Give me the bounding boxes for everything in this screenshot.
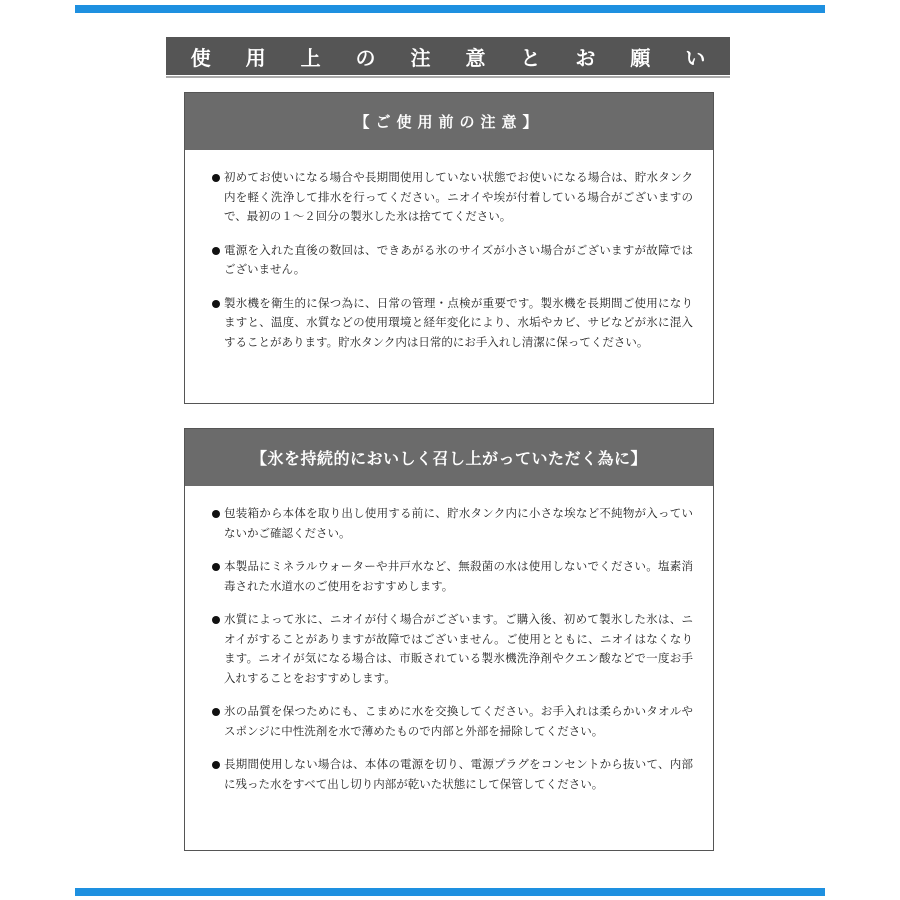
- note-text: 製氷機を衛生的に保つ為に、日常の管理・点検が重要です。製氷機を長期間ご使用になりますと、温度、水質などの使用環境と経年変化により、水垢やカビ、サビなどが氷に混入することがあります。貯水タンク内は日常的にお手入れし清潔に保ってください。: [224, 295, 693, 349]
- bullet-icon: [212, 174, 220, 182]
- note-text: 電源を入れた直後の数回は、できあがる氷のサイズが小さい場合がございますが故障ではございません。: [224, 242, 693, 276]
- section-heading: 【ご使用前の注意】: [354, 113, 544, 131]
- note-text: 初めてお使いになる場合や長期間使用していない状態でお使いになる場合は、貯水タンク内を軽く洗浄して排水を行ってください。ニオイや埃が付着している場合がございますので、最初の１～２回分の製氷した氷は捨ててください。: [224, 170, 693, 223]
- bottom-border-line: [75, 888, 825, 896]
- bullet-icon: [212, 247, 220, 255]
- list-item: [212, 241, 693, 280]
- page-title: 《 使 用 上 の 注 意 と お 願 い 》: [135, 45, 775, 70]
- list-item: [212, 557, 693, 596]
- bullet-icon: [212, 708, 220, 716]
- list-item: [212, 504, 693, 543]
- notes-list: [185, 486, 713, 794]
- bullet-icon: [212, 300, 220, 308]
- bullet-icon: [212, 510, 220, 518]
- list-item: [212, 168, 693, 227]
- bullet-icon: [212, 761, 220, 769]
- title-underline: [166, 76, 730, 78]
- list-item: [212, 610, 693, 688]
- notes-list: [185, 150, 713, 352]
- section-header: [185, 429, 713, 486]
- section-heading: 【氷を持続的においしく召し上がっていただく為に】: [250, 449, 647, 468]
- note-text: 氷の品質を保つためにも、こまめに水を交換してください。お手入れは柔らかいタオルやスポンジに中性洗剤を水で薄めたもので内部と外部を掃除してください。: [224, 704, 693, 738]
- section-before-use: [184, 92, 714, 404]
- bullet-icon: [212, 616, 220, 624]
- section-header: [185, 93, 713, 150]
- list-item: [212, 755, 693, 794]
- note-text: 本製品にミネラルウォーターや井戸水など、無殺菌の水は使用しないでください。塩素消毒された水道水のご使用をおすすめします。: [224, 559, 693, 593]
- note-text: 水質によって氷に、ニオイが付く場合がございます。ご購入後、初めて製氷した氷は、ニオイがすることがありますが故障ではございません。ご使用とともに、ニオイはなくなります。ニオイが気になる場合は、市販されている製氷機洗浄剤やクエン酸などで一度お手入れすることをおすすめします。: [224, 612, 693, 685]
- section-tasty-ice: [184, 428, 714, 851]
- top-border-line: [75, 5, 825, 13]
- page-title-bar: [135, 37, 775, 75]
- bullet-icon: [212, 563, 220, 571]
- list-item: [212, 702, 693, 741]
- list-item: [212, 294, 693, 353]
- note-text: 包装箱から本体を取り出し使用する前に、貯水タンク内に小さな埃など不純物が入っていないかご確認ください。: [224, 506, 693, 540]
- note-text: 長期間使用しない場合は、本体の電源を切り、電源プラグをコンセントから抜いて、内部に残った水をすべて出し切り内部が乾いた状態にして保管してください。: [224, 757, 693, 791]
